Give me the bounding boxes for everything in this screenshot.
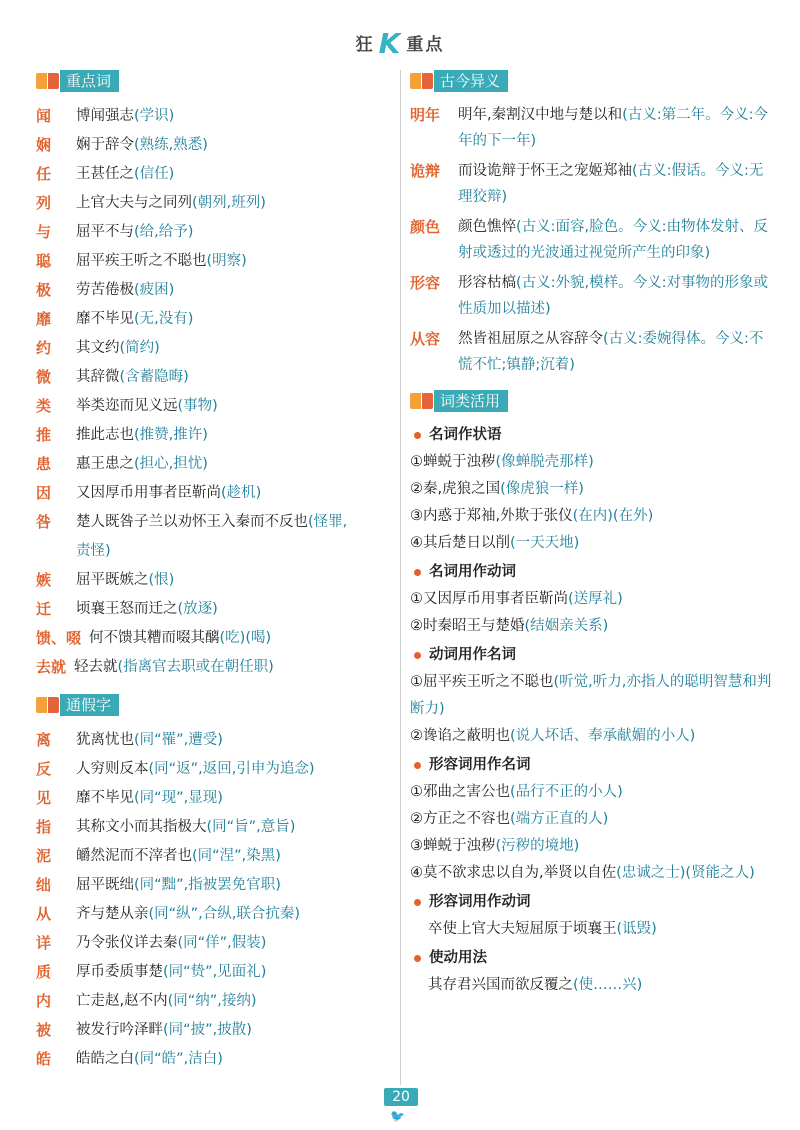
entry-gloss: (事物) <box>177 398 218 414</box>
header-k-logo: K <box>378 27 403 60</box>
entry-gloss: (趁机) <box>221 485 262 501</box>
entry-gloss: (同“涅”,染黑) <box>192 848 281 864</box>
subsection-title <box>410 752 772 779</box>
entry-word: 咎 <box>36 513 52 531</box>
entry-word: 质 <box>36 963 52 981</box>
list-item <box>410 860 772 887</box>
entry-sentence: 顷襄王怒而迁之 <box>76 601 178 617</box>
entry-sentence: 颜色憔悴 <box>458 219 516 235</box>
entry-gloss: (同“披”,披散) <box>163 1022 252 1038</box>
entry-text <box>458 158 772 210</box>
entry-gloss: (放逐) <box>177 601 218 617</box>
entry-gloss: (恨) <box>148 572 175 588</box>
entry-word: 皓 <box>36 1050 52 1068</box>
entry-sentence: 其存君兴国而欲反覆之 <box>428 977 573 993</box>
entry-text <box>76 900 396 929</box>
list-item <box>410 449 772 476</box>
subsection-label: 使动用法 <box>429 950 487 966</box>
entry-gloss: (像虎狼一样) <box>500 481 584 497</box>
list-item <box>36 508 396 537</box>
entry-sentence: 举类迩而见义远 <box>76 398 178 414</box>
entry-word: 微 <box>36 368 52 386</box>
entry-text <box>76 450 396 479</box>
entry-word: 见 <box>36 789 52 807</box>
entry-word: 任 <box>36 165 52 183</box>
section-title: 古今异义 <box>434 70 508 92</box>
entry-text <box>76 595 396 624</box>
entry-word: 从 <box>36 905 52 923</box>
entry-sentence: 屈平疾王听之不聪也 <box>76 253 207 269</box>
bullet-dot-icon <box>414 899 421 906</box>
entry-sentence: 娴于辞令 <box>76 137 134 153</box>
entry-word: 诡辩 <box>410 162 441 180</box>
list-item <box>36 726 396 755</box>
entry-text <box>76 131 396 160</box>
entry-text <box>76 276 396 305</box>
list-item <box>410 326 772 378</box>
entry-sentence: 轻去就 <box>74 659 118 675</box>
entry-gloss: (无,没有) <box>134 311 194 327</box>
entry-gloss: (送厚礼) <box>568 591 623 607</box>
entry-text <box>76 726 396 755</box>
entry-gloss: (简约) <box>119 340 160 356</box>
entry-gloss: (含蓄隐晦) <box>119 369 189 385</box>
entry-gloss: (同“纳”,接纳) <box>167 993 257 1009</box>
book-icon <box>410 71 434 91</box>
entry-gloss: (担心,担忧) <box>134 456 208 472</box>
list-item <box>36 900 396 929</box>
entry-sentence: ②方正之不容也 <box>410 811 510 827</box>
entry-gloss: (同“返”,返回,引申为追念) <box>148 761 315 777</box>
entry-word: 形容 <box>410 274 441 292</box>
list-item <box>410 530 772 557</box>
list-item <box>36 595 396 624</box>
page-number: 20 <box>384 1088 418 1106</box>
list-item <box>410 972 772 999</box>
entry-gloss: (一天天地) <box>510 535 580 551</box>
entry-text <box>76 392 396 421</box>
entry-sentence: 皭然泥而不滓者也 <box>76 848 192 864</box>
cilei-list <box>410 422 772 999</box>
key-words-wide-list <box>36 624 396 682</box>
entry-gloss: (指离官去职或在朝任职) <box>117 659 274 675</box>
bullet-dot-icon <box>414 432 421 439</box>
list-item <box>36 958 396 987</box>
list-item <box>36 987 396 1016</box>
column-divider <box>400 70 401 1085</box>
entry-text <box>76 421 396 450</box>
list-item <box>36 479 396 508</box>
list-item <box>410 503 772 530</box>
entry-word: 明年 <box>410 106 441 124</box>
entry-word: 列 <box>36 194 52 212</box>
entry-sentence: 王甚任之 <box>76 166 134 182</box>
list-item <box>36 131 396 160</box>
list-item <box>36 305 396 334</box>
entry-sentence: 楚人既咎子兰以劝怀王入秦而不反也 <box>76 514 308 530</box>
entry-sentence: ③蝉蜕于浊秽 <box>410 838 496 854</box>
list-item <box>36 334 396 363</box>
right-column <box>410 70 772 999</box>
entry-text <box>76 508 396 537</box>
entry-text <box>76 784 396 813</box>
list-item <box>36 755 396 784</box>
entry-text <box>458 102 772 154</box>
entry-sentence: ④其后楚日以削 <box>410 535 510 551</box>
entry-sentence: ③内惑于郑袖,外欺于张仪 <box>410 508 573 524</box>
entry-text <box>76 160 396 189</box>
entry-gloss: (同“纵”,合纵,联合抗秦) <box>148 906 301 922</box>
book-icon <box>410 391 434 411</box>
bullet-dot-icon <box>414 955 421 962</box>
entry-word: 靡 <box>36 310 52 328</box>
entry-gloss: 责怪) <box>76 543 111 559</box>
entry-sentence: 然皆祖屈原之从容辞令 <box>458 331 603 347</box>
entry-gloss: (同“皓”,洁白) <box>134 1051 223 1067</box>
section-title: 通假字 <box>60 694 119 716</box>
book-icon <box>36 71 60 91</box>
entry-word: 反 <box>36 760 52 778</box>
list-item <box>36 189 396 218</box>
gujin-list <box>410 102 772 378</box>
entry-gloss: (熟练,熟悉) <box>134 137 208 153</box>
entry-sentence: 其称文小而其指极大 <box>76 819 207 835</box>
entry-gloss: (疲困) <box>134 282 175 298</box>
entry-gloss: (结姻亲关系) <box>524 618 609 634</box>
entry-gloss: (古义:委婉得体。今义:不慌不忙;镇静;沉着) <box>458 331 764 373</box>
bullet-dot-icon <box>414 569 421 576</box>
section-tongjia <box>36 694 396 716</box>
entry-text <box>76 537 396 566</box>
list-item <box>410 214 772 266</box>
entry-word: 患 <box>36 455 52 473</box>
entry-gloss: (吃)(喝) <box>219 630 272 646</box>
list-item <box>410 613 772 640</box>
list-item <box>410 476 772 503</box>
entry-word: 绌 <box>36 876 52 894</box>
entry-word: 从容 <box>410 330 441 348</box>
entry-word: 内 <box>36 992 52 1010</box>
list-item <box>36 218 396 247</box>
entry-sentence: 厚币委质事楚 <box>76 964 163 980</box>
list-item <box>410 779 772 806</box>
subsection-label: 形容词用作动词 <box>429 894 531 910</box>
entry-sentence: 犹离忧也 <box>76 732 134 748</box>
entry-sentence: 齐与楚从亲 <box>76 906 149 922</box>
list-item <box>410 806 772 833</box>
entry-gloss: (古义:面容,脸色。今义:由物体发射、反射或透过的光波通过视觉所产生的印象) <box>458 219 769 261</box>
entry-text <box>458 270 772 322</box>
entry-gloss: (品行不正的小人) <box>510 784 623 800</box>
entry-gloss: (诋毁) <box>616 921 657 937</box>
entry-word: 与 <box>36 223 52 241</box>
entry-word: 馈、啜 <box>36 629 82 647</box>
list-item <box>36 276 396 305</box>
bird-icon: 🐦 <box>390 1109 405 1123</box>
entry-text <box>76 566 396 595</box>
entry-sentence: ④莫不欲求忠以自为,举贤以自佐 <box>410 865 617 881</box>
section-gujin <box>410 70 772 92</box>
entry-gloss: (同“罹”,遭受) <box>134 732 223 748</box>
list-item <box>410 669 772 723</box>
list-item <box>36 421 396 450</box>
entry-word: 聪 <box>36 252 52 270</box>
entry-sentence: 靡不毕见 <box>76 790 134 806</box>
list-item <box>36 784 396 813</box>
list-item <box>36 871 396 900</box>
page-header <box>0 24 800 60</box>
entry-sentence: 何不馈其糟而啜其醨 <box>89 630 220 646</box>
entry-sentence: ①又因厚币用事者臣靳尚 <box>410 591 568 607</box>
entry-sentence: 皓皓之白 <box>76 1051 134 1067</box>
entry-text <box>76 958 396 987</box>
entry-sentence: 亡走赵,赵不内 <box>76 993 168 1009</box>
header-left: 狂 <box>355 35 375 55</box>
subsection-title <box>410 889 772 916</box>
entry-sentence: 被发行吟泽畔 <box>76 1022 163 1038</box>
entry-sentence: 明年,秦割汉中地与楚以和 <box>458 107 623 123</box>
entry-text <box>76 334 396 363</box>
entry-gloss: (听觉,听力,亦指人的聪明智慧和判断力) <box>410 674 772 717</box>
entry-text <box>76 1045 396 1074</box>
entry-gloss: (同“佯”,假装) <box>177 935 267 951</box>
list-item <box>36 160 396 189</box>
list-item <box>36 247 396 276</box>
entry-sentence: ①屈平疾王听之不聪也 <box>410 674 554 690</box>
entry-text <box>76 305 396 334</box>
entry-sentence: 人穷则反本 <box>76 761 149 777</box>
entry-text <box>76 755 396 784</box>
entry-word: 极 <box>36 281 52 299</box>
left-column <box>36 70 396 1074</box>
entry-word: 因 <box>36 484 52 502</box>
entry-text <box>76 218 396 247</box>
section-title: 词类活用 <box>434 390 508 412</box>
list-item <box>36 1016 396 1045</box>
entry-gloss: (朝列,班列) <box>192 195 266 211</box>
entry-sentence: 而设诡辩于怀王之宠姬郑袖 <box>458 163 632 179</box>
entry-gloss: (古义:假话。今义:无理狡辩) <box>458 163 764 205</box>
entry-sentence: ②时秦昭王与楚婚 <box>410 618 525 634</box>
section-cilei <box>410 390 772 412</box>
entry-sentence: 靡不毕见 <box>76 311 134 327</box>
entry-sentence: 又因厚币用事者臣靳尚 <box>76 485 221 501</box>
entry-sentence: ②谗谄之蔽明也 <box>410 728 510 744</box>
entry-gloss: (古义:外貌,模样。今义:对事物的形象或性质加以描述) <box>458 275 769 317</box>
list-item <box>410 270 772 322</box>
subsection-title <box>410 945 772 972</box>
entry-text <box>76 813 396 842</box>
list-item <box>36 929 396 958</box>
entry-gloss: (同“旨”,意旨) <box>206 819 296 835</box>
tongjia-list <box>36 726 396 1074</box>
entry-sentence: 博闻强志 <box>76 108 134 124</box>
entry-gloss: (古义:第二年。今义:今年的下一年) <box>458 107 769 149</box>
entry-word: 推 <box>36 426 52 444</box>
entry-word: 类 <box>36 397 52 415</box>
entry-gloss: (忠诚之士)(贤能之人) <box>616 865 755 881</box>
entry-sentence: ①邪曲之害公也 <box>410 784 510 800</box>
entry-gloss: (使……兴) <box>573 977 643 993</box>
list-item <box>36 813 396 842</box>
entry-text <box>76 363 396 392</box>
entry-sentence: 形容枯槁 <box>458 275 516 291</box>
entry-gloss: (同“现”,显现) <box>134 790 223 806</box>
list-item <box>410 586 772 613</box>
list-item <box>36 537 396 566</box>
list-item <box>410 916 772 943</box>
entry-text <box>76 247 396 276</box>
entry-sentence: 屈平既绌 <box>76 877 134 893</box>
entry-gloss: (学识) <box>134 108 175 124</box>
entry-sentence: 屈平不与 <box>76 224 134 240</box>
entry-text <box>76 189 396 218</box>
entry-text <box>76 871 396 900</box>
subsection-title <box>410 642 772 669</box>
entry-sentence: 惠王患之 <box>76 456 134 472</box>
entry-word: 颜色 <box>410 218 441 236</box>
entry-word: 嫉 <box>36 571 52 589</box>
entry-gloss: (像蝉脱壳那样) <box>495 454 594 470</box>
list-item <box>36 363 396 392</box>
book-icon <box>36 695 60 715</box>
entry-text <box>458 326 772 378</box>
entry-text <box>76 1016 396 1045</box>
entry-text <box>76 842 396 871</box>
bullet-dot-icon <box>414 762 421 769</box>
entry-gloss: (推赞,推许) <box>134 427 208 443</box>
list-item <box>36 566 396 595</box>
subsection-label: 名词用作动词 <box>429 564 516 580</box>
entry-gloss: (同“黜”,指被罢免官职) <box>134 877 281 893</box>
section-title: 重点词 <box>60 70 119 92</box>
entry-text <box>76 102 396 131</box>
entry-gloss: (给,给予) <box>134 224 194 240</box>
entry-word: 约 <box>36 339 52 357</box>
subsection-title <box>410 559 772 586</box>
subsection-title <box>410 422 772 449</box>
entry-gloss: (同“贽”,见面礼) <box>163 964 267 980</box>
entry-word: 离 <box>36 731 52 749</box>
entry-word: 迁 <box>36 600 52 618</box>
entry-text <box>76 479 396 508</box>
entry-sentence: 其辞微 <box>76 369 120 385</box>
header-right: 重点 <box>406 35 445 55</box>
entry-sentence: ②秦,虎狼之国 <box>410 481 501 497</box>
entry-gloss: (端方正直的人) <box>510 811 609 827</box>
entry-word: 娴 <box>36 136 52 154</box>
entry-gloss: (说人坏话、奉承献媚的小人) <box>510 728 696 744</box>
list-item <box>36 624 396 653</box>
entry-word: 指 <box>36 818 52 836</box>
entry-word: 闻 <box>36 107 52 125</box>
list-item <box>410 833 772 860</box>
entry-gloss: (在内)(在外) <box>572 508 654 524</box>
list-item <box>36 1045 396 1074</box>
list-item <box>36 102 396 131</box>
entry-gloss: (污秽的境地) <box>495 838 580 854</box>
key-words-list <box>36 102 396 624</box>
entry-sentence: 推此志也 <box>76 427 134 443</box>
subsection-label: 形容词用作名词 <box>429 757 531 773</box>
entry-sentence: 劳苦倦极 <box>76 282 134 298</box>
entry-sentence: 上官大夫与之同列 <box>76 195 192 211</box>
entry-gloss: (信任) <box>134 166 175 182</box>
entry-text <box>74 653 396 682</box>
entry-gloss: (明察) <box>206 253 247 269</box>
entry-word: 被 <box>36 1021 52 1039</box>
entry-word: 去就 <box>36 658 67 676</box>
entry-sentence: 乃令张仪详去秦 <box>76 935 178 951</box>
list-item <box>36 842 396 871</box>
list-item <box>410 723 772 750</box>
entry-sentence: 其文约 <box>76 340 120 356</box>
entry-gloss: (怪罪, <box>308 514 348 530</box>
entry-text <box>458 214 772 266</box>
entry-sentence: 卒使上官大夫短屈原于顷襄王 <box>428 921 617 937</box>
entry-sentence: ①蝉蜕于浊秽 <box>410 454 496 470</box>
subsection-label: 名词作状语 <box>429 427 502 443</box>
entry-text <box>89 624 396 653</box>
section-key-words <box>36 70 396 92</box>
entry-text <box>76 929 396 958</box>
list-item <box>36 653 396 682</box>
entry-text <box>76 987 396 1016</box>
list-item <box>410 158 772 210</box>
entry-word: 详 <box>36 934 52 952</box>
subsection-label: 动词用作名词 <box>429 647 516 663</box>
entry-word: 泥 <box>36 847 52 865</box>
bullet-dot-icon <box>414 652 421 659</box>
entry-sentence: 屈平既嫉之 <box>76 572 149 588</box>
list-item <box>36 392 396 421</box>
list-item <box>36 450 396 479</box>
list-item <box>410 102 772 154</box>
